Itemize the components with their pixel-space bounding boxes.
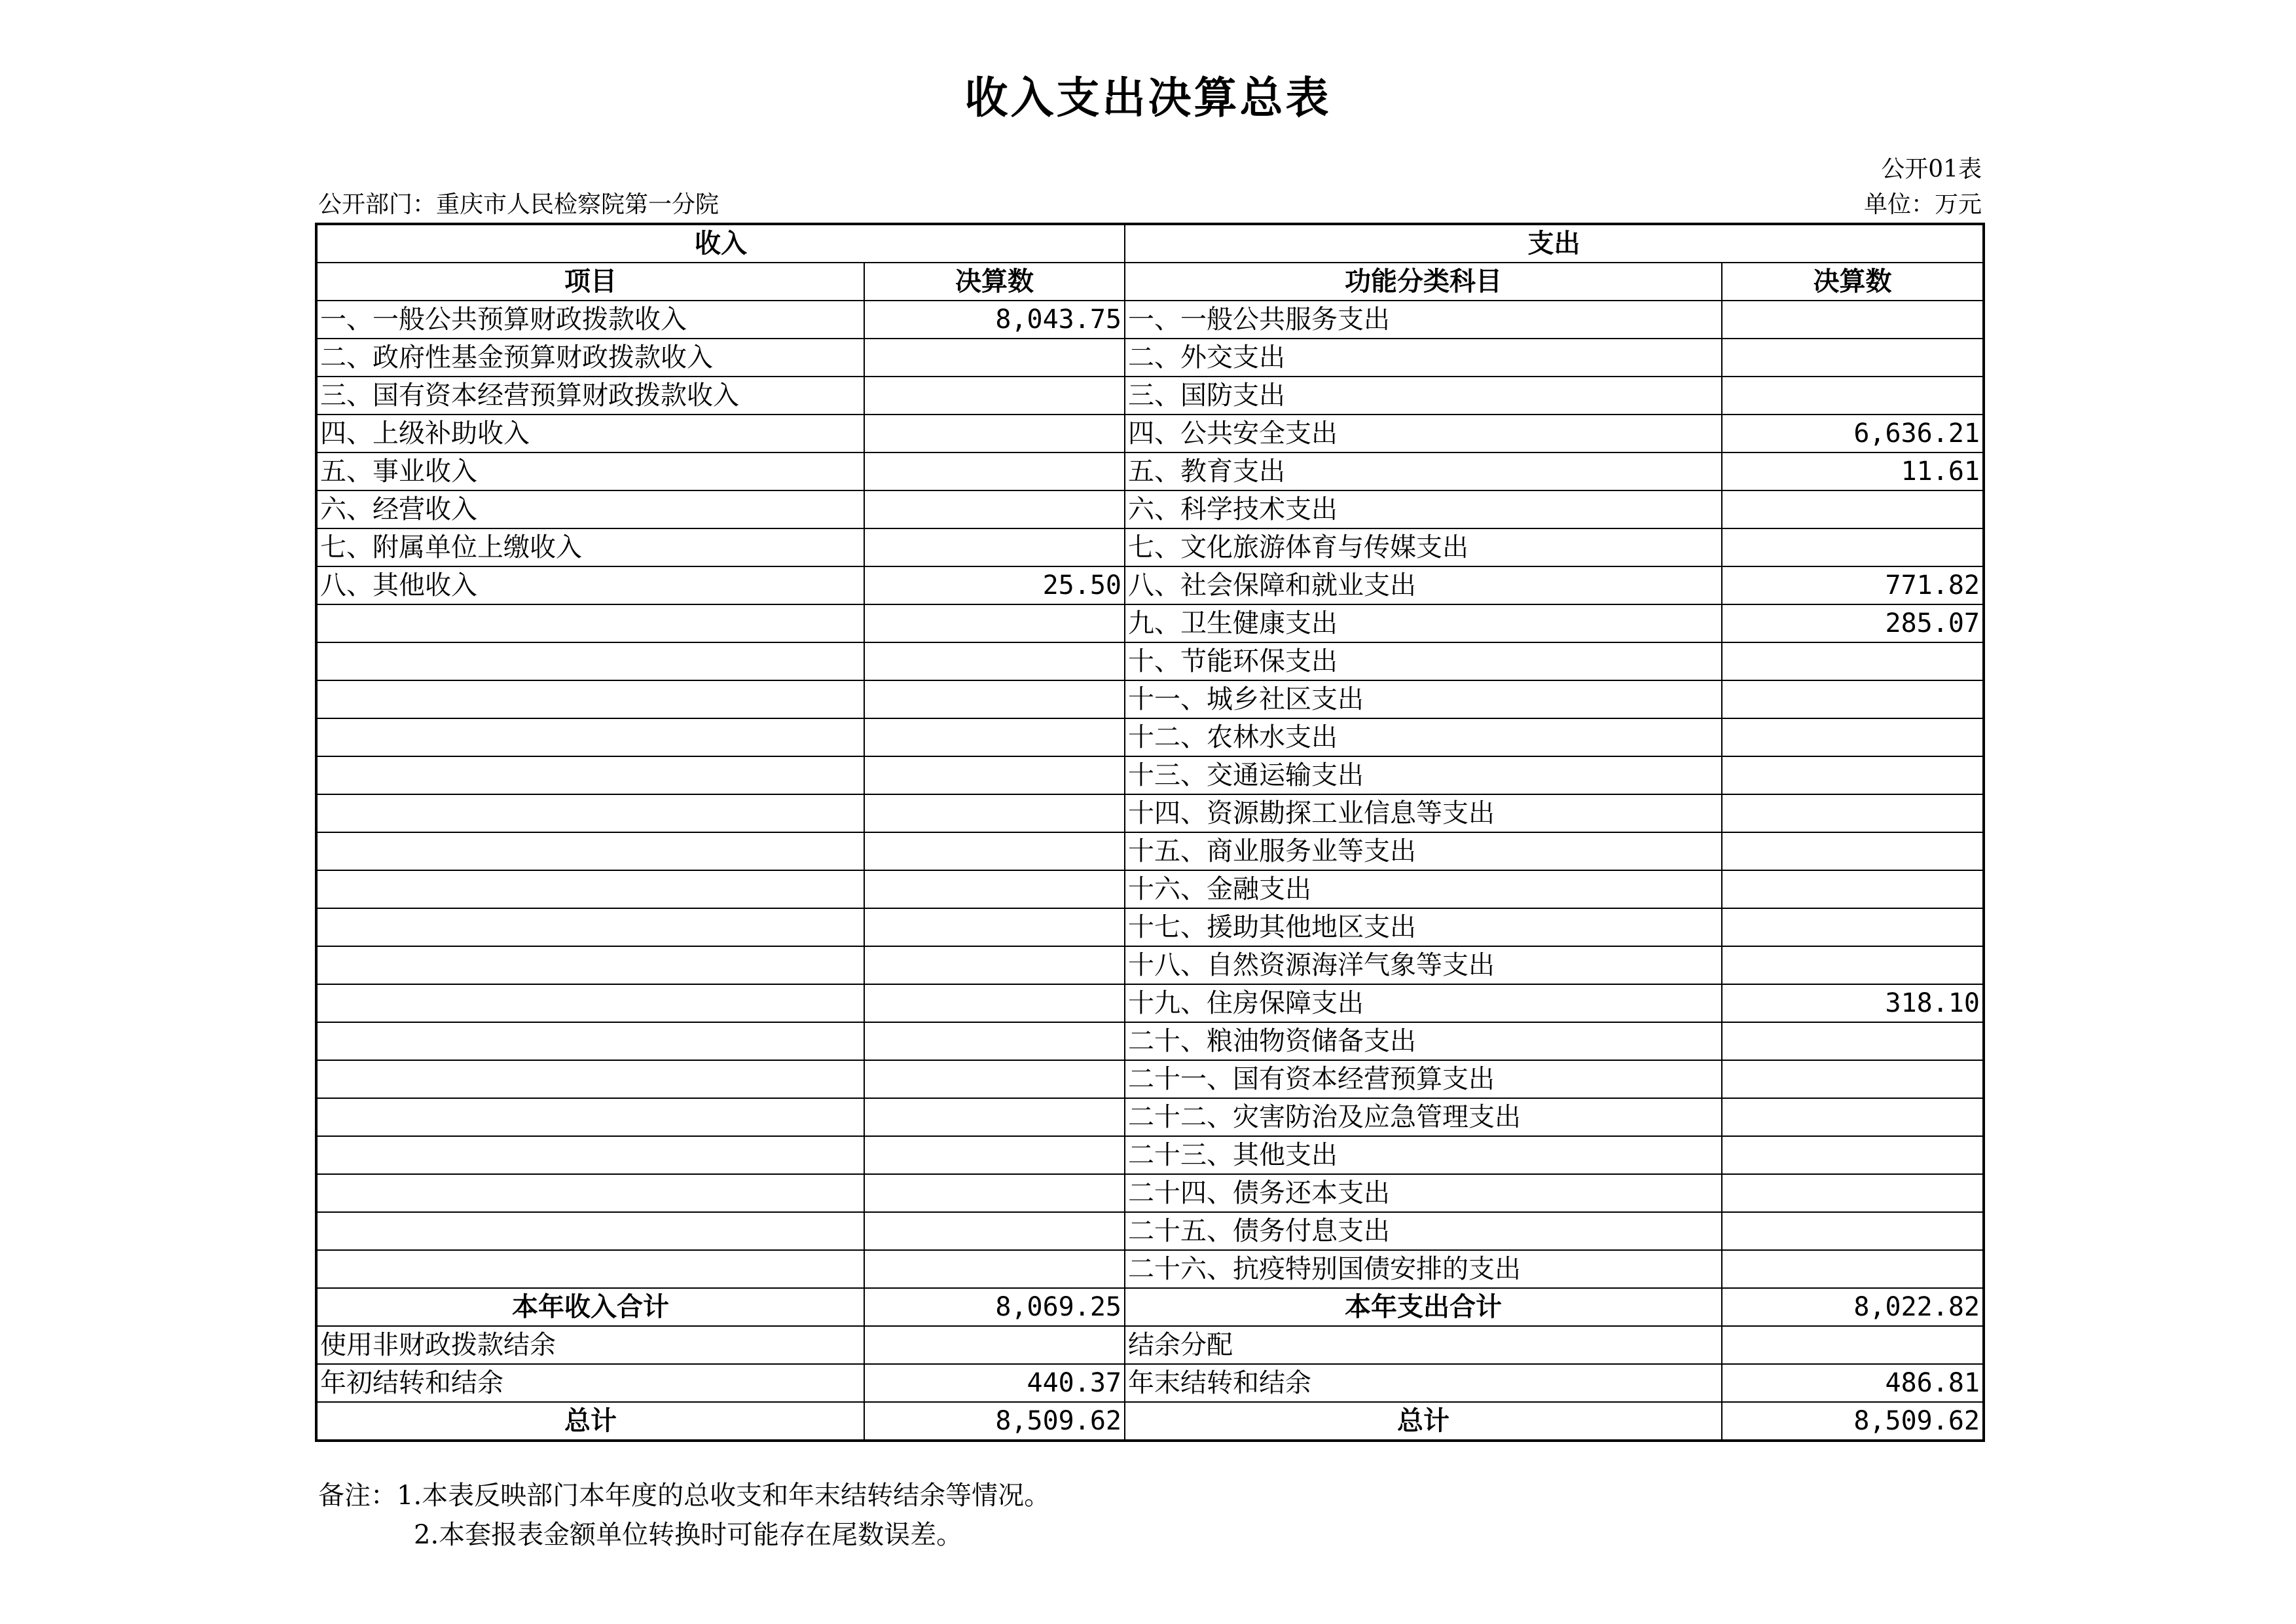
report-title: 收入支出决算总表 [964, 73, 1332, 123]
expense-amount-cell [1722, 301, 1984, 339]
expense-amount-cell [1722, 339, 1984, 377]
income-balance-amount: 440.37 [864, 1364, 1125, 1402]
expense-item-cell: 九、卫生健康支出 [1125, 604, 1722, 642]
expense-amount-cell [1722, 490, 1984, 528]
table-row [316, 1212, 1984, 1250]
column-header-row [316, 263, 1984, 301]
table-row [316, 984, 1984, 1022]
income-item-cell [316, 870, 864, 908]
expense-amount-cell [1722, 680, 1984, 718]
expense-amount-cell: 285.07 [1722, 604, 1984, 642]
expense-item-cell: 二十二、灾害防治及应急管理支出 [1125, 1098, 1722, 1136]
expense-balance-item: 年末结转和结余 [1125, 1364, 1722, 1402]
expense-item-cell: 三、国防支出 [1125, 377, 1722, 415]
income-item-cell [316, 1250, 864, 1288]
income-item-cell [316, 794, 864, 832]
income-amount-cell [864, 452, 1125, 490]
income-item-cell [316, 1022, 864, 1060]
income-amount-cell [864, 1250, 1125, 1288]
income-amount-cell [864, 870, 1125, 908]
expense-item-cell: 六、科学技术支出 [1125, 490, 1722, 528]
expense-item-cell: 二十、粮油物资储备支出 [1125, 1022, 1722, 1060]
income-item-cell: 三、国有资本经营预算财政拨款收入 [316, 377, 864, 415]
table-row [316, 794, 1984, 832]
income-amount-cell [864, 832, 1125, 870]
income-amount-cell [864, 642, 1125, 680]
income-amount-cell [864, 415, 1125, 452]
expense-amount-cell [1722, 1136, 1984, 1174]
expense-amount-cell [1722, 1250, 1984, 1288]
expense-amount-cell [1722, 870, 1984, 908]
expense-item-cell: 十五、商业服务业等支出 [1125, 832, 1722, 870]
income-item-cell [316, 946, 864, 984]
expense-item-cell: 八、社会保障和就业支出 [1125, 566, 1722, 604]
table-body [316, 224, 1984, 1441]
income-amount-cell [864, 718, 1125, 756]
income-item-cell [316, 1174, 864, 1212]
income-item-cell [316, 680, 864, 718]
income-balance-amount [864, 1326, 1125, 1364]
expense-item-cell: 二、外交支出 [1125, 339, 1722, 377]
expense-amount-cell: 6,636.21 [1722, 415, 1984, 452]
income-amount-cell [864, 1022, 1125, 1060]
expense-amount-cell [1722, 1060, 1984, 1098]
expense-amount-header: 决算数 [1722, 263, 1984, 301]
expense-balance-amount: 486.81 [1722, 1364, 1984, 1402]
income-item-cell: 四、上级补助收入 [316, 415, 864, 452]
table-row [316, 339, 1984, 377]
expense-amount-cell [1722, 528, 1984, 566]
section-header-row [316, 224, 1984, 263]
income-item-cell [316, 718, 864, 756]
table-row [316, 756, 1984, 794]
income-amount-cell [864, 528, 1125, 566]
income-amount-cell [864, 604, 1125, 642]
income-total-label: 总计 [316, 1402, 864, 1441]
expense-item-cell: 二十一、国有资本经营预算支出 [1125, 1060, 1722, 1098]
income-item-cell: 五、事业收入 [316, 452, 864, 490]
table-row [316, 452, 1984, 490]
expense-item-cell: 十六、金融支出 [1125, 870, 1722, 908]
income-amount-cell [864, 984, 1125, 1022]
expense-item-cell: 七、文化旅游体育与传媒支出 [1125, 528, 1722, 566]
subtotal-row [316, 1288, 1984, 1326]
unit-label: 单位：万元 [1863, 191, 1982, 218]
expense-amount-cell [1722, 642, 1984, 680]
income-amount-cell [864, 339, 1125, 377]
income-item-cell [316, 1098, 864, 1136]
table-row [316, 528, 1984, 566]
expense-item-cell: 十三、交通运输支出 [1125, 756, 1722, 794]
balance-row [316, 1326, 1984, 1364]
income-amount-cell [864, 1174, 1125, 1212]
expense-amount-cell [1722, 1174, 1984, 1212]
income-item-cell [316, 832, 864, 870]
expense-item-cell: 十、节能环保支出 [1125, 642, 1722, 680]
income-amount-cell: 8,043.75 [864, 301, 1125, 339]
expense-amount-cell [1722, 756, 1984, 794]
income-amount-cell: 25.50 [864, 566, 1125, 604]
expense-item-cell: 十七、援助其他地区支出 [1125, 908, 1722, 946]
table-row [316, 301, 1984, 339]
table-row [316, 566, 1984, 604]
income-balance-item: 年初结转和结余 [316, 1364, 864, 1402]
expense-amount-cell: 318.10 [1722, 984, 1984, 1022]
note-line-2: 2.本套报表金额单位转换时可能存在尾数误差。 [414, 1520, 963, 1550]
expense-total-amount: 8,509.62 [1722, 1402, 1984, 1441]
income-subtotal-amount: 8,069.25 [864, 1288, 1125, 1326]
expense-item-cell: 二十六、抗疫特别国债安排的支出 [1125, 1250, 1722, 1288]
func-category-header: 功能分类科目 [1125, 263, 1722, 301]
table-row [316, 1060, 1984, 1098]
income-item-cell [316, 1212, 864, 1250]
table-row [316, 415, 1984, 452]
table-row [316, 490, 1984, 528]
income-expense-table [315, 223, 1985, 1442]
expense-amount-cell: 771.82 [1722, 566, 1984, 604]
income-item-cell: 一、一般公共预算财政拨款收入 [316, 301, 864, 339]
income-amount-cell [864, 490, 1125, 528]
expense-amount-cell [1722, 794, 1984, 832]
income-item-cell [316, 908, 864, 946]
table-row [316, 870, 1984, 908]
table-row [316, 1098, 1984, 1136]
expense-balance-amount [1722, 1326, 1984, 1364]
expense-item-cell: 十八、自然资源海洋气象等支出 [1125, 946, 1722, 984]
expense-item-cell: 十一、城乡社区支出 [1125, 680, 1722, 718]
income-amount-cell [864, 377, 1125, 415]
income-item-cell: 六、经营收入 [316, 490, 864, 528]
notes [318, 1476, 1050, 1555]
income-item-cell [316, 1136, 864, 1174]
expense-section-header: 支出 [1125, 224, 1984, 263]
expense-subtotal-amount: 8,022.82 [1722, 1288, 1984, 1326]
expense-item-cell: 二十三、其他支出 [1125, 1136, 1722, 1174]
income-amount-cell [864, 1098, 1125, 1136]
income-item-cell: 二、政府性基金预算财政拨款收入 [316, 339, 864, 377]
income-item-cell [316, 756, 864, 794]
income-amount-cell [864, 794, 1125, 832]
income-amount-cell [864, 680, 1125, 718]
expense-item-cell: 一、一般公共服务支出 [1125, 301, 1722, 339]
income-amount-cell [864, 1060, 1125, 1098]
expense-item-cell: 二十五、债务付息支出 [1125, 1212, 1722, 1250]
expense-item-cell: 二十四、债务还本支出 [1125, 1174, 1722, 1212]
income-item-cell [316, 604, 864, 642]
table-row [316, 1022, 1984, 1060]
department-label: 公开部门：重庆市人民检察院第一分院 [318, 191, 720, 218]
income-amount-header: 决算数 [864, 263, 1125, 301]
expense-amount-cell [1722, 946, 1984, 984]
income-total-amount: 8,509.62 [864, 1402, 1125, 1441]
expense-item-cell: 十二、农林水支出 [1125, 718, 1722, 756]
expense-amount-cell [1722, 377, 1984, 415]
expense-subtotal-label: 本年支出合计 [1125, 1288, 1722, 1326]
balance-row [316, 1364, 1984, 1402]
income-subtotal-label: 本年收入合计 [316, 1288, 864, 1326]
table-row [316, 718, 1984, 756]
expense-amount-cell [1722, 908, 1984, 946]
income-item-cell: 七、附属单位上缴收入 [316, 528, 864, 566]
table-row [316, 377, 1984, 415]
expense-amount-cell [1722, 1022, 1984, 1060]
table-row [316, 1174, 1984, 1212]
income-item-cell: 八、其他收入 [316, 566, 864, 604]
income-section-header: 收入 [316, 224, 1125, 263]
income-item-cell [316, 984, 864, 1022]
income-amount-cell [864, 946, 1125, 984]
expense-amount-cell [1722, 1098, 1984, 1136]
expense-balance-item: 结余分配 [1125, 1326, 1722, 1364]
income-item-cell [316, 642, 864, 680]
table-row [316, 832, 1984, 870]
total-row [316, 1402, 1984, 1441]
expense-amount-cell [1722, 718, 1984, 756]
expense-item-cell: 五、教育支出 [1125, 452, 1722, 490]
expense-total-label: 总计 [1125, 1402, 1722, 1441]
expense-amount-cell: 11.61 [1722, 452, 1984, 490]
expense-item-cell: 十九、住房保障支出 [1125, 984, 1722, 1022]
table-row [316, 908, 1984, 946]
income-item-cell [316, 1060, 864, 1098]
table-row [316, 604, 1984, 642]
expense-amount-cell [1722, 832, 1984, 870]
table-row [316, 680, 1984, 718]
expense-item-cell: 十四、资源勘探工业信息等支出 [1125, 794, 1722, 832]
table-row [316, 1250, 1984, 1288]
note-line-1: 备注：1.本表反映部门本年度的总收支和年末结转结余等情况。 [318, 1481, 1051, 1511]
income-amount-cell [864, 1136, 1125, 1174]
income-amount-cell [864, 908, 1125, 946]
form-number: 公开01表 [1881, 156, 1982, 183]
income-amount-cell [864, 756, 1125, 794]
income-item-header: 项目 [316, 263, 864, 301]
income-balance-item: 使用非财政拨款结余 [316, 1326, 864, 1364]
expense-amount-cell [1722, 1212, 1984, 1250]
table-row [316, 642, 1984, 680]
table-row [316, 946, 1984, 984]
expense-item-cell: 四、公共安全支出 [1125, 415, 1722, 452]
table-row [316, 1136, 1984, 1174]
income-amount-cell [864, 1212, 1125, 1250]
